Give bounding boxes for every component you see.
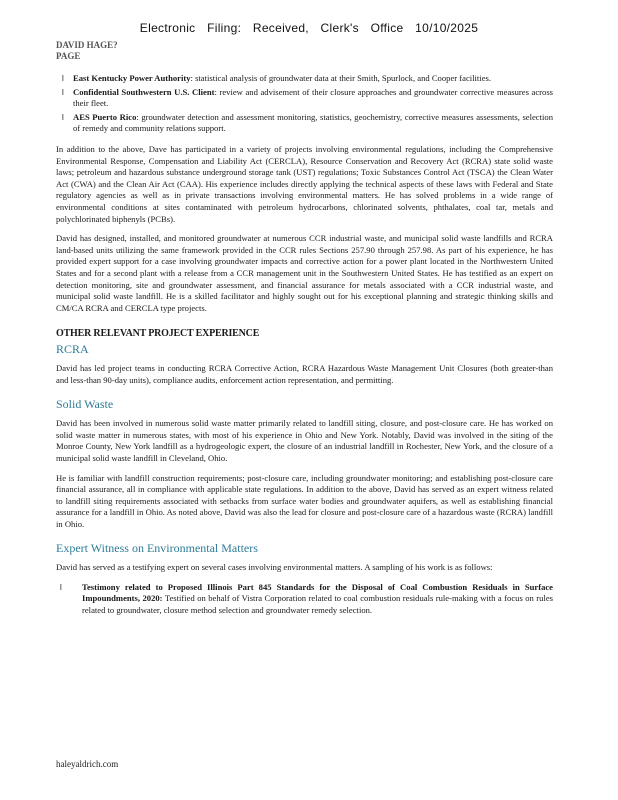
bullet-title: Confidential Southwestern U.S. Client bbox=[73, 86, 215, 97]
list-item bbox=[56, 112, 553, 135]
subheading-expert-witness: Expert Witness on Environmental Matters bbox=[56, 540, 258, 555]
list-item bbox=[56, 582, 553, 617]
subheading-rcra: RCRA bbox=[56, 341, 89, 356]
list-item bbox=[56, 87, 553, 110]
page-label: PAGE bbox=[56, 51, 81, 61]
client-bullet-list bbox=[56, 73, 553, 135]
document-body bbox=[56, 73, 553, 619]
regulations-paragraph: In addition to the above, Dave has participated in a variety of projects involving environmental regulations, including the Comprehensive Environmental Response, Compensation and Liability Act (CERCLA), Resource Conservation and Recovery Act (RCRA) state solid waste laws; petroleum and hazardous substance underground storage tank (UST) regulations; Toxic Substances Control Act (TSCA) the Clean Water Act (CWA) and the Clean Air Act (CAA). His experience includes directly applying the technical aspects of these laws with Federal and State regulatory agencies as well as in private transactions involving environmental matters. He has solved problems in a wide range of environmental conditions at sites contaminated with petroleum hydrocarbons, chlorinated solvents, phthalates, coal tar, metals and polychlorinated biphenyls (PCBs). bbox=[56, 143, 553, 224]
bullet-title: AES Puerto Rico bbox=[73, 111, 137, 122]
page-header bbox=[56, 40, 118, 62]
rcra-paragraph: David has led project teams in conducting RCRA Corrective Action, RCRA Hazardous Waste Management Unit Closures (both greater-than and less-than 90-day units), compliance audits, enforcement action representation, and permitting. bbox=[56, 363, 553, 386]
bullet-text: : review and advisement of their closure approaches and groundwater corrective measures across their fleet. bbox=[73, 86, 554, 109]
list-item bbox=[56, 73, 553, 85]
subheading-solid-waste: Solid Waste bbox=[56, 396, 114, 411]
bullet-text: Testified on behalf of Vistra Corporation related to coal combustion residuals rule-making with a focus on rules related to groundwater, closure method selection and groundwater remedy selection. bbox=[82, 593, 553, 615]
testimony-bullet-list bbox=[56, 582, 553, 617]
ccr-paragraph: David has designed, installed, and monitored groundwater at numerous CCR industrial waste, and municipal solid waste landfills and RCRA land-based units utilizing the same framework provided in the CCR rules Sections 257.90 through 257.98. As part of his experience, he has provided expert support for a case involving groundwater impacts and corrective action for a power plant located in the Northwestern United States and for a second plant with a release from a CCR management unit in the Southwestern United States. He has testified as an expert on detection monitoring, site and groundwater assessment, and financial assurance for metals associated with a CCR industrial waste, and municipal solid waste landfill. He is a skilled facilitator and highly sought out for his exceptional planning and strategic thinking skills and CM/CA RCRA and CERCLA type projects. bbox=[56, 233, 553, 313]
bullet-text: : groundwater detection and assessment monitoring, statistics, geochemistry, corrective measures assessments, selection of remedy and community relations support. bbox=[73, 111, 553, 134]
bullet-marker: l bbox=[62, 112, 64, 122]
author-name: DAVID HAGE? bbox=[56, 40, 118, 50]
filing-stamp: Electronic Filing: Received, Clerk's Office 10/10/2025 bbox=[139, 21, 479, 35]
footer-website: haleyaldrich.com bbox=[56, 759, 119, 769]
bullet-title: Testimony related to Proposed Illinois Part 845 Standards for the Disposal of Coal Combustion Residuals in Surface Impoundments, 2020: bbox=[82, 581, 553, 604]
solid-waste-paragraph-1: David has been involved in numerous solid waste matter primarily related to landfill siting, closure, and post-closure care. He has worked on solid waste matter in numerous states, with most of his experience in Ohio and New York. Notably, David was involved in the siting of the Monroe County, New York landfill as a hydrogeologic expert, the closure of an industrial landfill in Rochester, New York, and the closure of a municipal solid waste landfill in Cleveland, Ohio. bbox=[56, 418, 553, 464]
section-heading-other-experience: OTHER RELEVANT PROJECT EXPERIENCE bbox=[56, 328, 260, 340]
solid-waste-paragraph-2: He is familiar with landfill construction requirements; post-closure care, including groundwater monitoring; and establishing post-closure care financial assurance, all in compliance with applicable state regulations. In addition to the above, David has served as an expert witness related to landfill siting requirements associated with setbacks from surface water bodies and groundwater aquifers, as well as establishing financial assurance for a landfill in Ohio. As noted above, David was also the lead for closure and post-closure care of a hazardous waste (RCRA) landfill in Ohio. bbox=[56, 472, 553, 529]
bullet-marker: l bbox=[60, 582, 62, 592]
bullet-marker: l bbox=[62, 74, 64, 83]
bullet-marker: l bbox=[62, 87, 64, 97]
expert-witness-intro: David has served as a testifying expert on several cases involving environmental matters. A sampling of his work is as follows: bbox=[56, 562, 493, 573]
bullet-title: East Kentucky Power Authority bbox=[73, 73, 191, 83]
bullet-text: : statistical analysis of groundwater data at their Smith, Spurlock, and Cooper facilities. bbox=[190, 73, 492, 83]
